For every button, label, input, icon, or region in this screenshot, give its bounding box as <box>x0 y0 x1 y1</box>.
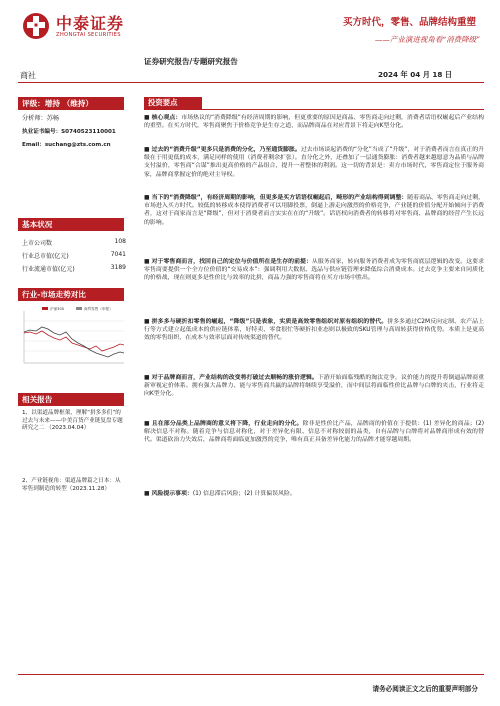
legend-label-a: 沪深300 <box>50 307 65 311</box>
basic-value: 108 <box>114 238 126 245</box>
trend-chart <box>20 305 126 371</box>
basic-row <box>22 251 126 260</box>
paragraph-brand <box>144 374 484 399</box>
paragraph-lead: 对于零售商而言，找回自己的定位与价值所在是生存的前提： <box>151 259 312 265</box>
basic-key: 行业总市值(亿元) <box>22 253 69 260</box>
trend-bar: 行业-市场走势对比 <box>18 288 124 301</box>
basic-row <box>22 238 126 247</box>
bullet-icon: ■ <box>144 195 150 201</box>
zhongtai-logo-icon <box>22 12 50 40</box>
bullet-icon: ■ <box>144 421 150 427</box>
paragraph-text: (1) 信息滞后风险；(2) 计算偏误风险。 <box>192 491 296 497</box>
trend-chart-svg <box>20 305 126 371</box>
related-bar: 相关报告 <box>18 393 124 406</box>
basic-value: 3189 <box>110 264 126 271</box>
paragraph-text: 从服务商家，转向服务消费者成为零售商底层逻辑的改变。这要求零售商要提供一个全方位价值的“交易成本”：强调利用大数据、选品与供应链管理来降低综合消费成本。过去竞争主要来自同质化的价格战，现在则更多是性价比与效率的比拼，商品力强的零售商将在买方市场中胜出。 <box>144 259 485 282</box>
company-logo <box>22 10 162 50</box>
footer-disclaimer: 请务必阅读正文之后的重要声明部分 <box>372 685 478 693</box>
industry-label: 商社 <box>20 71 36 80</box>
basic-row <box>22 264 126 273</box>
paragraph-core-view <box>144 114 484 130</box>
report-subtitle: ——产业演进视角看“消费降级” <box>374 35 480 44</box>
paragraph-lead: 当下的“消费降级”，有经济周期的影响，但更多是买方话语权崛起后，畸形的产业结构得到调整： <box>151 195 408 201</box>
paragraph-text: 下游开始面临残酷的淘汰竞争，议价能力的提升将倒逼品牌商重新审视定价体系。拥有强大品牌力、能与零售商共赢的品牌将继续享受溢价，而中间层将面临性价比品牌与白牌的夹击，行业将走向K型分化。 <box>144 375 485 398</box>
logo-text-cn: 中泰证券 <box>56 14 125 33</box>
related-report-2[interactable]: 2、产业链视角：渠道品牌篇之日本：从零售到制造的转型（2023.11.28） <box>22 478 121 492</box>
paragraph-text: 过去市场谈起消费的“分化”当成了“升级”，对于消费者而言在真正的升级在于用更低的成本，满足同样的使用（消费者剩余扩张）。直分化之外，还叠加了一层通货膨胀：消费者越来越愿意为品质与品牌支付溢价，零售商“合谋”推出更高价格的产品组合，提升一者整体的利润。这一切的背景是：卖方市场时代，零售商定位于服务商家，品牌商掌握定价的绝对主导权。 <box>144 147 484 178</box>
header-divider <box>18 82 484 83</box>
related-report-1[interactable]: 1、以渠道品牌框架，理解“拼多多们”的过去与未来——中美百货产业链复盘专题研究之二 （2023.04.04） <box>22 410 123 432</box>
analyst-email: Email：suchang@zts.com.cn <box>22 142 111 148</box>
paragraph-lead: 过去的“消费升级”更多只是消费的分化，乃至通货膨胀。 <box>151 147 301 153</box>
logo-text-en: ZHONGTAI SECURITIES <box>56 32 121 38</box>
paragraph-lead: 风险提示事项： <box>151 491 193 497</box>
paragraph-lead: 拼多多与硬折扣零售的崛起，“降级”只是表象，实质是高效零售组织对原有组织的替代。 <box>151 319 388 325</box>
rating-bar: 评级：增持 （维持） <box>18 97 124 110</box>
paragraph-pdd <box>144 318 484 343</box>
bullet-icon: ■ <box>144 115 150 121</box>
bullet-icon: ■ <box>144 319 150 325</box>
paragraph-lead: 且在部分品类上品牌商的意义将下降，行业走向的分化。 <box>151 421 303 427</box>
bullet-icon: ■ <box>144 147 150 153</box>
legend-swatch-b <box>76 307 82 310</box>
basic-value: 7041 <box>110 251 126 258</box>
legend-label-b: 商贸零售（申报） <box>84 307 113 311</box>
paragraph-text: 随着商品、零售商走向过剩，市场进入买方时代。较低的转移成本使得消费者可以用脚投票，倒逼上游走向激烈的价格竞争，产业链的价值分配开始倾向于消费者，这对于商家而言是“降级”，但对于消费者而言实实在在的“升级”。话语权向消费者的转移将对零售商、品牌商的经营产生长远的影响。 <box>144 195 484 226</box>
basic-key: 上市公司数 <box>22 240 53 247</box>
paragraph-risk <box>144 490 484 498</box>
bullet-icon: ■ <box>144 491 150 497</box>
report-title: 买方时代，零售、品牌结构重塑 <box>342 17 476 28</box>
main-section-header <box>144 97 480 109</box>
report-type: 证券研究报告/专题研究报告 <box>144 57 238 66</box>
paragraph-text: 市场热议的“消费降级”有经济周期的影响，但更重要的原因是商品、零售商走向过剩，消费者话语权崛起后产业结构的重塑。在买方时代，零售商聚焦于价格竞争是生存之道，而品牌商品在对应背景下将走向K型分化。 <box>144 115 484 130</box>
paragraph-lead: 核心观点： <box>151 115 182 121</box>
paragraph-brand-value <box>144 420 484 445</box>
bullet-icon: ■ <box>144 375 150 381</box>
legend-swatch-a <box>42 307 48 310</box>
paragraph-retailer <box>144 258 484 283</box>
section-title: 投资要点 <box>144 97 202 109</box>
basic-key: 行业流通市值(亿元) <box>22 266 75 273</box>
paragraph-downgrade <box>144 194 484 227</box>
paragraph-lead: 对于品牌商而言，产业结构的改变将打破过去顺畅的涨价逻辑。 <box>151 375 318 381</box>
main-divider <box>144 109 484 110</box>
analyst-cert: 执业证书编号：S0740523110001 <box>22 129 116 135</box>
basic-info-bar: 基本状况 <box>18 218 124 231</box>
bullet-icon: ■ <box>144 259 150 265</box>
paragraph-text: 拼多多通过C2M反向定制、农产品上行等方式建立起低成本的供应链体系，好特卖、零食很忙等硬折扣业态则以极致的SKU管理与高周转获得价格优势。本质上是更高效的零售组织，在成本与效率层面对传统渠道的替代。 <box>144 319 484 342</box>
analyst-name: 分析师：苏畅 <box>22 115 60 122</box>
report-date: 2024 年 04 月 18 日 <box>378 70 453 79</box>
paragraph-text: 除非是性价比产品，品牌商的价值在于提供：(1) 差异化的商品；(2) 解决信息不对称。随着竞争与信息对称化，对于差异化有限、信息不对称较弱的品类，自有品牌与白牌将对品牌商形成有效的替代。渠道砍治力失效后，品牌商将面临更加激烈的竞争，唯有真正具备差异化能力的品牌才能穿越周期。 <box>144 421 484 444</box>
paragraph-upgrade <box>144 146 484 179</box>
footer-divider <box>18 674 484 675</box>
